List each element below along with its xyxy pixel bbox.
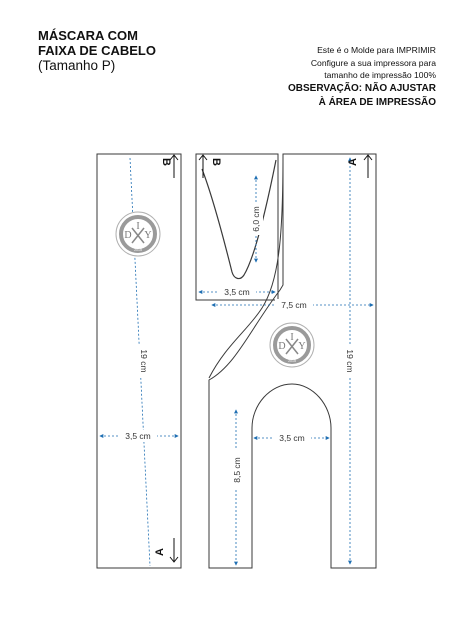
warning-line-2: À ÁREA DE IMPRESSÃO xyxy=(318,96,436,108)
title-line-2: FAIXA DE CABELO xyxy=(38,43,156,58)
left-piece-width-label: 3,5 cm xyxy=(125,431,151,441)
svg-text:D: D xyxy=(124,230,132,241)
svg-text:D: D xyxy=(278,341,286,352)
right-piece-arch-width-label: 3,5 cm xyxy=(279,433,305,443)
svg-text:2015: 2015 xyxy=(288,359,296,363)
diy-logo-icon xyxy=(116,212,160,256)
right-piece-mark-a: A xyxy=(347,158,359,166)
right-piece-arch-height-label: 8,5 cm xyxy=(232,457,242,483)
title-line-3: (Tamanho P) xyxy=(38,58,116,73)
left-piece-mark-a: A xyxy=(154,548,166,556)
top-piece-depth-label: 6,0 cm xyxy=(251,206,261,232)
svg-text:I: I xyxy=(136,221,140,232)
pattern-piece-top xyxy=(196,154,278,300)
svg-text:Y: Y xyxy=(144,230,152,241)
right-piece-width-label: 7,5 cm xyxy=(281,300,307,310)
svg-text:I: I xyxy=(290,332,294,343)
left-piece-mark-b: B xyxy=(160,158,172,166)
top-piece-mark-b: B xyxy=(210,158,222,166)
title-line-1: MÁSCARA COM xyxy=(38,28,138,43)
svg-text:2015: 2015 xyxy=(134,248,142,252)
right-piece-height-label: 19 cm xyxy=(345,349,355,373)
instruction-line-1: Este é o Molde para IMPRIMIR xyxy=(317,45,436,55)
top-piece-cutout-curve xyxy=(202,160,276,279)
left-piece-height-label: 19 cm xyxy=(139,349,149,373)
top-piece-width-label: 3,5 cm xyxy=(224,287,250,297)
warning-line-1: OBSERVAÇÃO: NÃO AJUSTAR xyxy=(288,82,436,94)
instruction-line-3: tamanho de impressão 100% xyxy=(324,70,436,80)
pattern-piece-right xyxy=(209,154,376,568)
pattern-piece-left xyxy=(97,154,181,568)
svg-text:Y: Y xyxy=(298,341,306,352)
diy-logo-icon xyxy=(270,323,314,367)
instruction-line-2: Configure a sua impressora para xyxy=(310,57,436,68)
